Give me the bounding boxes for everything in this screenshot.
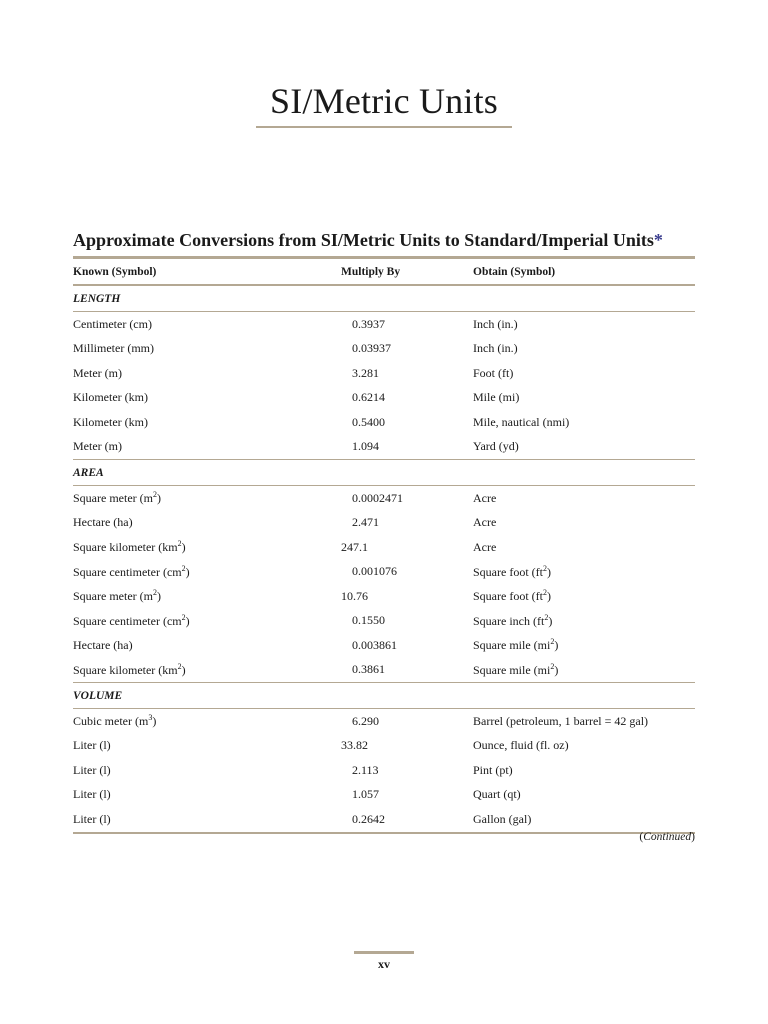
table-heading	[73, 230, 713, 251]
table-row	[73, 609, 695, 634]
table-row	[73, 584, 695, 609]
cell-factor: 0.001076	[352, 564, 397, 579]
header-known: Known (Symbol)	[73, 259, 341, 285]
cell-obtain: Acre	[473, 515, 497, 530]
cell-obtain: Acre	[473, 539, 497, 554]
table-row	[73, 734, 695, 759]
cell-obtain: Quart (qt)	[473, 787, 521, 802]
cell-known: Square kilometer $(km^2)$	[73, 539, 186, 555]
table-row	[73, 535, 695, 560]
cell-obtain: Mile (mi)	[473, 390, 520, 405]
cell-obtain: Barrel (petroleum, 1 barrel = 42 gal)	[473, 713, 649, 728]
cell-obtain: Ounce, fluid (fl. oz)	[473, 738, 569, 753]
table-row	[73, 783, 695, 808]
cell-factor: 247.1	[341, 539, 368, 554]
cell-known: Meter (m)	[73, 365, 122, 380]
cell-factor: 10.76	[341, 588, 368, 603]
cell-obtain: Square mile $(mi^2)$	[473, 661, 559, 677]
cell-obtain: Square mile $(mi^2)$	[473, 637, 559, 653]
cell-known: Hectare (ha)	[73, 637, 133, 652]
cell-factor: 0.3937	[352, 316, 385, 331]
section-row	[73, 285, 695, 312]
table-row	[73, 435, 695, 460]
cell-known: Liter (l)	[73, 762, 111, 777]
table-header-row	[73, 259, 695, 285]
cell-factor: 2.471	[352, 515, 379, 530]
cell-factor: 0.003861	[352, 637, 397, 652]
table-row	[73, 758, 695, 783]
table-body	[73, 285, 695, 833]
cell-known: Square centimeter $(cm^2)$	[73, 612, 190, 628]
cell-obtain: Inch (in.)	[473, 316, 518, 331]
cell-known: Liter (l)	[73, 787, 111, 802]
section-label: LENGTH	[73, 285, 695, 312]
table-row	[73, 361, 695, 386]
cell-known: Meter (m)	[73, 439, 122, 454]
cell-known: Square meter $(m^2)$	[73, 490, 161, 506]
table-row	[73, 658, 695, 683]
table-row	[73, 511, 695, 536]
cell-obtain: Pint (pt)	[473, 762, 513, 777]
cell-known: Square meter $(m^2)$	[73, 588, 161, 604]
table-row	[73, 386, 695, 411]
cell-factor: 0.3861	[352, 662, 385, 677]
cell-factor: 0.0002471	[352, 490, 403, 505]
cell-factor: 1.094	[352, 439, 379, 454]
page-title: SI/Metric Units	[270, 81, 498, 121]
table-row	[73, 560, 695, 585]
continued-note: (Continued)	[639, 831, 695, 843]
continued-word: Continued	[643, 831, 692, 843]
cell-obtain: Gallon (gal)	[473, 807, 695, 833]
header-obtain: Obtain (Symbol)	[473, 259, 695, 285]
cell-known: Kilometer (km)	[73, 414, 148, 429]
table-row	[73, 486, 695, 511]
cell-known: Cubic meter $(m^3)$	[73, 713, 157, 729]
section-label: VOLUME	[73, 683, 695, 709]
cell-obtain: Acre	[473, 490, 497, 505]
cell-obtain: Square foot $(ft^2)$	[473, 563, 551, 579]
cell-factor: 0.1550	[352, 613, 385, 628]
cell-known: Hectare (ha)	[73, 515, 133, 530]
table-row	[73, 807, 695, 833]
cell-factor: 1.057	[352, 787, 379, 802]
cell-factor: 33.82	[341, 738, 368, 753]
table-row	[73, 337, 695, 362]
cell-known: Centimeter (cm)	[73, 316, 152, 331]
conversion-table	[73, 256, 695, 834]
cell-factor: 3.281	[352, 365, 379, 380]
cell-obtain: Inch (in.)	[473, 341, 518, 356]
cell-known: Liter (l)	[73, 738, 111, 753]
title-underline	[256, 126, 512, 128]
section-label: AREA	[73, 460, 695, 486]
header-multiply: Multiply By	[341, 259, 473, 285]
cell-known: Square kilometer $(km^2)$	[73, 661, 186, 677]
cell-obtain: Square inch $(ft^2)$	[473, 612, 553, 628]
cell-known: Millimeter (mm)	[73, 341, 154, 356]
cell-known: Square centimeter $(cm^2)$	[73, 563, 190, 579]
cell-factor: 2.113	[352, 762, 379, 777]
cell-obtain: Yard (yd)	[473, 439, 519, 454]
section-row	[73, 683, 695, 709]
table-row	[73, 410, 695, 435]
cell-known: Liter (l)	[73, 807, 341, 833]
footnote-marker: *	[653, 230, 663, 250]
table-row	[73, 312, 695, 337]
table-row	[73, 633, 695, 658]
table-row	[73, 709, 695, 734]
cell-factor: 6.290	[352, 713, 379, 728]
cell-factor: 0.6214	[352, 390, 385, 405]
footer-rule	[354, 951, 414, 954]
page-number: xv	[378, 957, 390, 971]
cell-factor: 0.2642	[341, 807, 473, 833]
cell-factor: 0.03937	[352, 341, 391, 356]
section-row	[73, 460, 695, 486]
cell-obtain: Mile, nautical (nmi)	[473, 414, 570, 429]
table-heading-text: Approximate Conversions from SI/Metric Units to Standard/Imperial Units	[73, 230, 654, 250]
cell-factor: 0.5400	[352, 414, 385, 429]
cell-obtain: Foot (ft)	[473, 365, 514, 380]
cell-obtain: Square foot $(ft^2)$	[473, 588, 551, 604]
cell-known: Kilometer (km)	[73, 390, 148, 405]
